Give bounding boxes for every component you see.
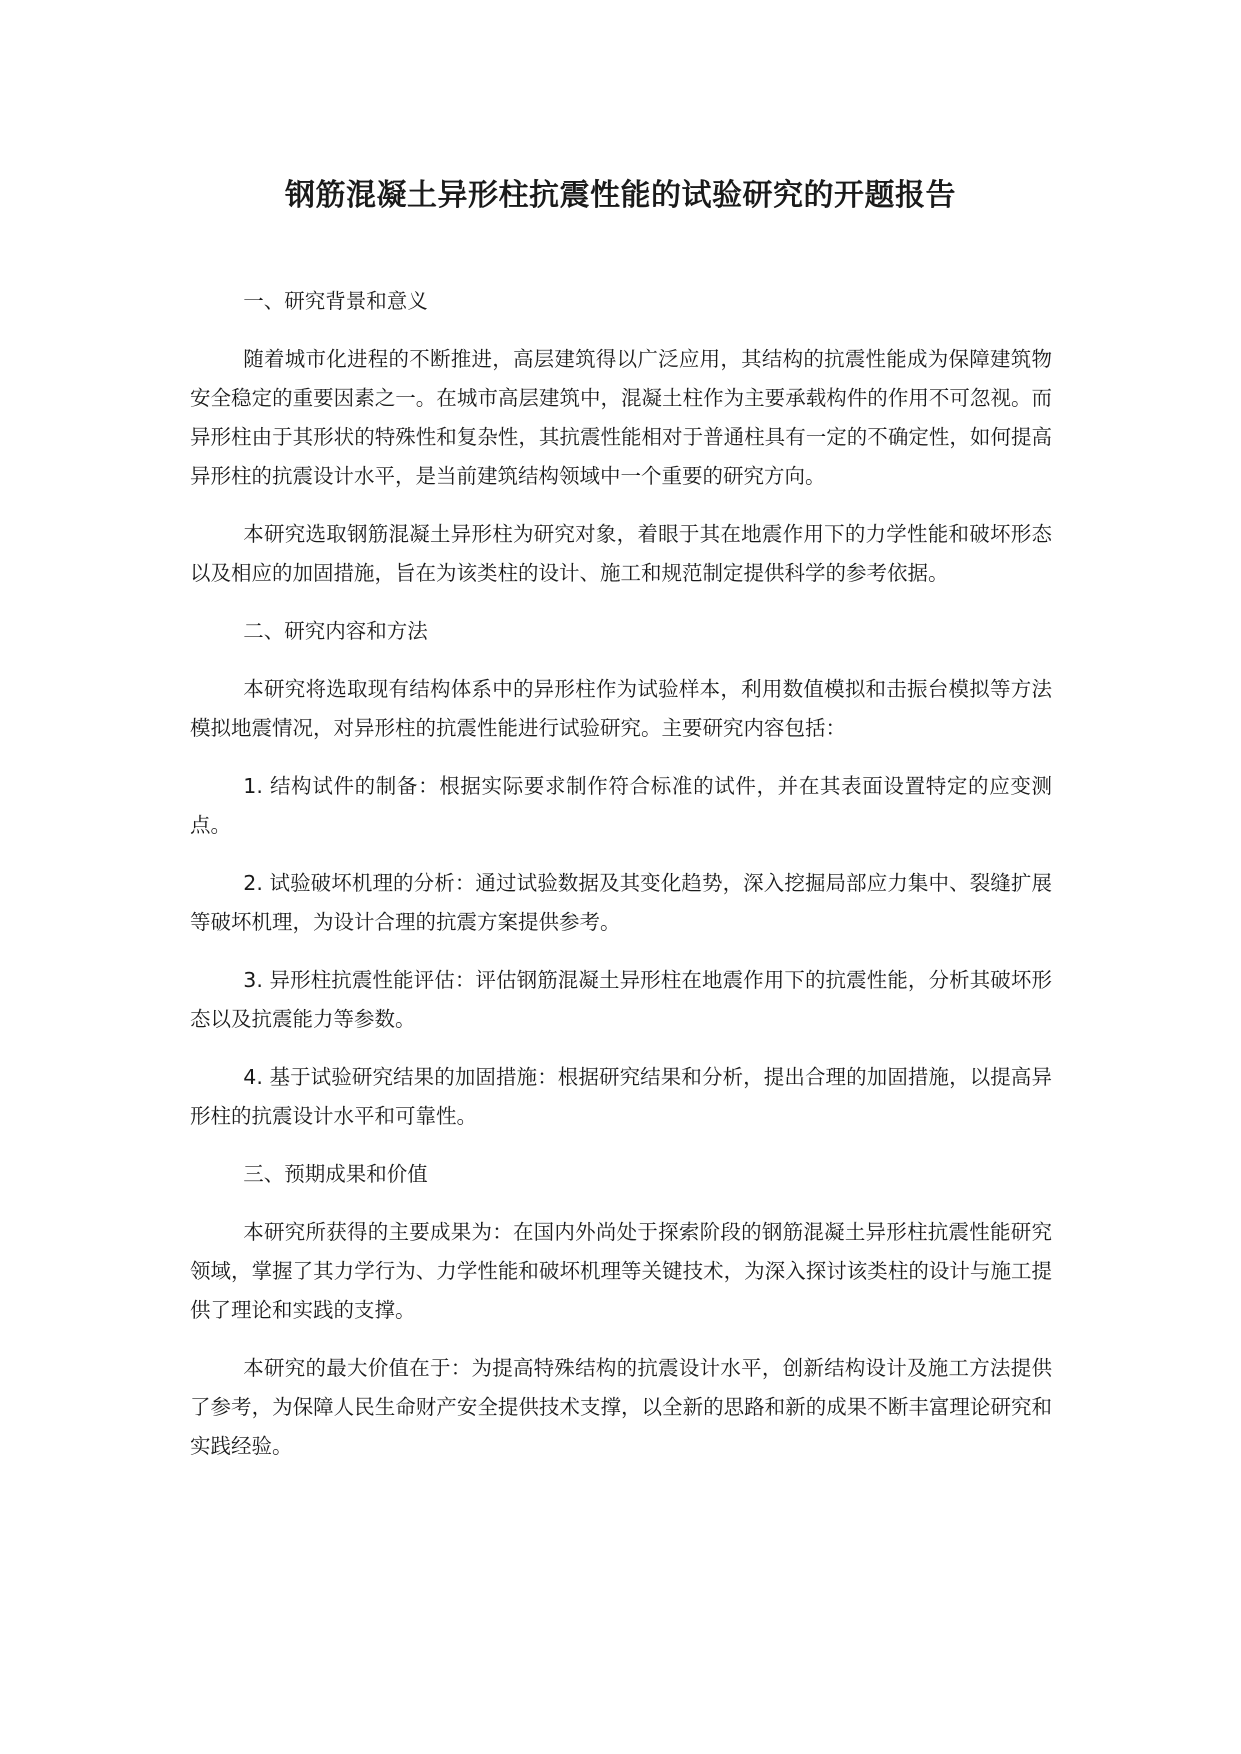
document-title: 钢筋混凝土异形柱抗震性能的试验研究的开题报告 xyxy=(285,178,956,213)
list-item-4: 4. 基于试验研究结果的加固措施：根据研究结果和分析，提出合理的加固措施，以提高异形柱的抗震设计水平和可靠性。 xyxy=(190,1065,1052,1128)
section-heading-results-value: 三、预期成果和价值 xyxy=(243,1162,428,1186)
section-heading-background: 一、研究背景和意义 xyxy=(243,289,428,313)
document-body xyxy=(190,282,1052,1485)
paragraph-value: 本研究的最大价值在于：为提高特殊结构的抗震设计水平，创新结构设计及施工方法提供了参考，为保障人民生命财产安全提供技术支撑，以全新的思路和新的成果不断丰富理论研究和实践经验。 xyxy=(190,1356,1052,1458)
paragraph-results: 本研究所获得的主要成果为：在国内外尚处于探索阶段的钢筋混凝土异形柱抗震性能研究领域，掌握了其力学行为、力学性能和破坏机理等关键技术，为深入探讨该类柱的设计与施工提供了理论和实践的支撑。 xyxy=(190,1220,1052,1322)
section-heading-content-method: 二、研究内容和方法 xyxy=(243,619,428,643)
paragraph-background-2: 本研究选取钢筋混凝土异形柱为研究对象，着眼于其在地震作用下的力学性能和破坏形态以及相应的加固措施，旨在为该类柱的设计、施工和规范制定提供科学的参考依据。 xyxy=(190,522,1052,585)
paragraph-content-intro: 本研究将选取现有结构体系中的异形柱作为试验样本，利用数值模拟和击振台模拟等方法模拟地震情况，对异形柱的抗震性能进行试验研究。主要研究内容包括： xyxy=(190,677,1052,740)
list-item-3: 3. 异形柱抗震性能评估：评估钢筋混凝土异形柱在地震作用下的抗震性能，分析其破坏形态以及抗震能力等参数。 xyxy=(190,968,1052,1031)
paragraph-background-1: 随着城市化进程的不断推进，高层建筑得以广泛应用，其结构的抗震性能成为保障建筑物安全稳定的重要因素之一。在城市高层建筑中，混凝土柱作为主要承载构件的作用不可忽视。而异形柱由于其形状的特殊性和复杂性，其抗震性能相对于普通柱具有一定的不确定性，如何提高异形柱的抗震设计水平，是当前建筑结构领域中一个重要的研究方向。 xyxy=(190,347,1052,488)
list-item-2: 2. 试验破坏机理的分析：通过试验数据及其变化趋势，深入挖掘局部应力集中、裂缝扩展等破坏机理，为设计合理的抗震方案提供参考。 xyxy=(190,871,1052,934)
list-item-1: 1. 结构试件的制备：根据实际要求制作符合标准的试件，并在其表面设置特定的应变测点。 xyxy=(190,774,1052,837)
